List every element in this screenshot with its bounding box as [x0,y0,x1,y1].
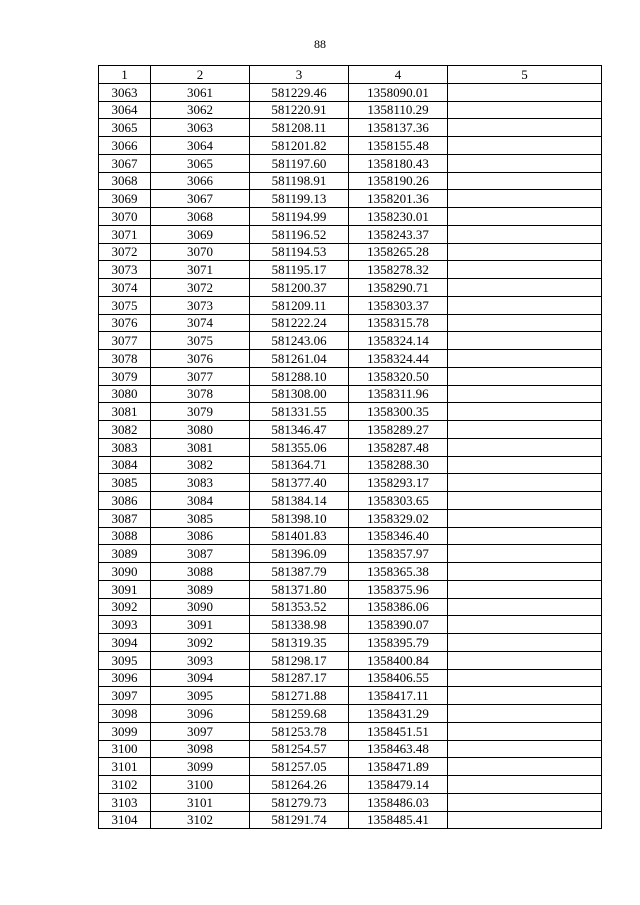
table-header-row [99,66,602,84]
table-row [99,261,602,279]
cell-y-coordinate: 1358320.50 [349,367,448,385]
cell-note [448,225,602,243]
cell-point-number: 3069 [99,190,151,208]
cell-y-coordinate: 1358431.29 [349,705,448,723]
cell-previous-point: 3069 [151,225,250,243]
cell-x-coordinate: 581197.60 [250,154,349,172]
cell-note [448,456,602,474]
cell-x-coordinate: 581387.79 [250,563,349,581]
cell-x-coordinate: 581271.88 [250,687,349,705]
cell-previous-point: 3061 [151,83,250,101]
cell-y-coordinate: 1358486.03 [349,793,448,811]
cell-note [448,563,602,581]
cell-previous-point: 3102 [151,811,250,829]
cell-x-coordinate: 581243.06 [250,332,349,350]
cell-previous-point: 3087 [151,545,250,563]
cell-previous-point: 3085 [151,509,250,527]
cell-point-number: 3094 [99,634,151,652]
cell-y-coordinate: 1358303.65 [349,492,448,510]
cell-y-coordinate: 1358485.41 [349,811,448,829]
cell-y-coordinate: 1358243.37 [349,225,448,243]
cell-point-number: 3075 [99,296,151,314]
cell-previous-point: 3084 [151,492,250,510]
cell-point-number: 3083 [99,438,151,456]
cell-x-coordinate: 581195.17 [250,261,349,279]
cell-y-coordinate: 1358479.14 [349,776,448,794]
table-row [99,687,602,705]
cell-x-coordinate: 581287.17 [250,669,349,687]
cell-x-coordinate: 581331.55 [250,403,349,421]
cell-point-number: 3091 [99,580,151,598]
cell-previous-point: 3065 [151,154,250,172]
cell-point-number: 3066 [99,137,151,155]
cell-point-number: 3099 [99,722,151,740]
cell-note [448,758,602,776]
page-number: 88 [314,37,326,51]
cell-y-coordinate: 1358375.96 [349,580,448,598]
table-row [99,580,602,598]
cell-x-coordinate: 581291.74 [250,811,349,829]
cell-point-number: 3078 [99,350,151,368]
cell-point-number: 3063 [99,83,151,101]
cell-x-coordinate: 581298.17 [250,651,349,669]
cell-previous-point: 3092 [151,634,250,652]
cell-previous-point: 3099 [151,758,250,776]
table-row [99,492,602,510]
cell-note [448,261,602,279]
table-row [99,669,602,687]
cell-y-coordinate: 1358390.07 [349,616,448,634]
cell-y-coordinate: 1358303.37 [349,296,448,314]
column-header-5: 5 [448,66,602,84]
cell-previous-point: 3081 [151,438,250,456]
cell-y-coordinate: 1358395.79 [349,634,448,652]
cell-point-number: 3084 [99,456,151,474]
cell-previous-point: 3067 [151,190,250,208]
cell-y-coordinate: 1358463.48 [349,740,448,758]
cell-previous-point: 3075 [151,332,250,350]
cell-x-coordinate: 581254.57 [250,740,349,758]
table-row [99,722,602,740]
table-row [99,243,602,261]
cell-previous-point: 3071 [151,261,250,279]
cell-note [448,172,602,190]
cell-previous-point: 3083 [151,474,250,492]
cell-x-coordinate: 581355.06 [250,438,349,456]
cell-note [448,793,602,811]
cell-y-coordinate: 1358324.14 [349,332,448,350]
table-body [99,83,602,829]
column-header-3: 3 [250,66,349,84]
table-row [99,385,602,403]
cell-previous-point: 3086 [151,527,250,545]
cell-x-coordinate: 581194.99 [250,208,349,226]
cell-note [448,687,602,705]
cell-y-coordinate: 1358451.51 [349,722,448,740]
cell-point-number: 3071 [99,225,151,243]
table-row [99,403,602,421]
cell-y-coordinate: 1358265.28 [349,243,448,261]
table-row [99,190,602,208]
cell-x-coordinate: 581200.37 [250,279,349,297]
cell-y-coordinate: 1358190.26 [349,172,448,190]
cell-previous-point: 3070 [151,243,250,261]
cell-note [448,669,602,687]
table-row [99,119,602,137]
cell-point-number: 3095 [99,651,151,669]
cell-note [448,705,602,723]
cell-previous-point: 3062 [151,101,250,119]
cell-note [448,208,602,226]
cell-x-coordinate: 581319.35 [250,634,349,652]
cell-note [448,634,602,652]
cell-x-coordinate: 581384.14 [250,492,349,510]
table-row [99,314,602,332]
table-row [99,208,602,226]
cell-note [448,527,602,545]
cell-previous-point: 3076 [151,350,250,368]
table-row [99,279,602,297]
cell-point-number: 3088 [99,527,151,545]
cell-y-coordinate: 1358315.78 [349,314,448,332]
cell-note [448,403,602,421]
cell-y-coordinate: 1358329.02 [349,509,448,527]
cell-previous-point: 3078 [151,385,250,403]
cell-y-coordinate: 1358324.44 [349,350,448,368]
cell-y-coordinate: 1358201.36 [349,190,448,208]
cell-note [448,598,602,616]
cell-point-number: 3067 [99,154,151,172]
cell-y-coordinate: 1358230.01 [349,208,448,226]
cell-previous-point: 3082 [151,456,250,474]
cell-y-coordinate: 1358289.27 [349,421,448,439]
cell-point-number: 3085 [99,474,151,492]
cell-point-number: 3064 [99,101,151,119]
table-row [99,421,602,439]
cell-note [448,740,602,758]
table-row [99,598,602,616]
cell-y-coordinate: 1358365.38 [349,563,448,581]
cell-note [448,83,602,101]
cell-y-coordinate: 1358406.55 [349,669,448,687]
cell-x-coordinate: 581288.10 [250,367,349,385]
cell-y-coordinate: 1358180.43 [349,154,448,172]
cell-x-coordinate: 581257.05 [250,758,349,776]
table-row [99,474,602,492]
cell-previous-point: 3100 [151,776,250,794]
cell-previous-point: 3074 [151,314,250,332]
table-row [99,83,602,101]
cell-previous-point: 3066 [151,172,250,190]
cell-previous-point: 3080 [151,421,250,439]
cell-note [448,492,602,510]
cell-x-coordinate: 581264.26 [250,776,349,794]
cell-previous-point: 3090 [151,598,250,616]
column-header-4: 4 [349,66,448,84]
table-row [99,350,602,368]
cell-y-coordinate: 1358110.29 [349,101,448,119]
cell-previous-point: 3098 [151,740,250,758]
table-row [99,758,602,776]
cell-point-number: 3100 [99,740,151,758]
cell-x-coordinate: 581346.47 [250,421,349,439]
cell-x-coordinate: 581279.73 [250,793,349,811]
table-row [99,634,602,652]
cell-previous-point: 3097 [151,722,250,740]
table-row [99,296,602,314]
cell-note [448,154,602,172]
cell-x-coordinate: 581371.80 [250,580,349,598]
cell-y-coordinate: 1358300.35 [349,403,448,421]
cell-note [448,474,602,492]
cell-previous-point: 3073 [151,296,250,314]
cell-y-coordinate: 1358417.11 [349,687,448,705]
cell-x-coordinate: 581199.13 [250,190,349,208]
cell-y-coordinate: 1358386.06 [349,598,448,616]
table-row [99,154,602,172]
cell-note [448,350,602,368]
cell-previous-point: 3093 [151,651,250,669]
table-row [99,367,602,385]
cell-x-coordinate: 581229.46 [250,83,349,101]
cell-previous-point: 3094 [151,669,250,687]
cell-previous-point: 3064 [151,137,250,155]
cell-note [448,776,602,794]
cell-x-coordinate: 581261.04 [250,350,349,368]
cell-previous-point: 3095 [151,687,250,705]
cell-note [448,314,602,332]
cell-previous-point: 3088 [151,563,250,581]
table-row [99,332,602,350]
cell-y-coordinate: 1358278.32 [349,261,448,279]
table-row [99,527,602,545]
cell-note [448,243,602,261]
cell-point-number: 3082 [99,421,151,439]
cell-point-number: 3072 [99,243,151,261]
table-row [99,616,602,634]
cell-point-number: 3081 [99,403,151,421]
column-header-1: 1 [99,66,151,84]
cell-previous-point: 3063 [151,119,250,137]
cell-point-number: 3103 [99,793,151,811]
cell-previous-point: 3072 [151,279,250,297]
cell-previous-point: 3091 [151,616,250,634]
cell-point-number: 3102 [99,776,151,794]
cell-point-number: 3074 [99,279,151,297]
table-row [99,705,602,723]
cell-note [448,137,602,155]
cell-note [448,385,602,403]
cell-x-coordinate: 581259.68 [250,705,349,723]
cell-note [448,279,602,297]
cell-point-number: 3070 [99,208,151,226]
table-row [99,545,602,563]
cell-note [448,296,602,314]
cell-note [448,332,602,350]
cell-previous-point: 3101 [151,793,250,811]
cell-x-coordinate: 581338.98 [250,616,349,634]
cell-x-coordinate: 581220.91 [250,101,349,119]
table-row [99,509,602,527]
cell-x-coordinate: 581364.71 [250,456,349,474]
cell-note [448,509,602,527]
cell-point-number: 3096 [99,669,151,687]
cell-previous-point: 3096 [151,705,250,723]
cell-x-coordinate: 581198.91 [250,172,349,190]
cell-note [448,616,602,634]
cell-y-coordinate: 1358357.97 [349,545,448,563]
cell-point-number: 3065 [99,119,151,137]
cell-note [448,367,602,385]
cell-x-coordinate: 581194.53 [250,243,349,261]
cell-note [448,119,602,137]
cell-x-coordinate: 581396.09 [250,545,349,563]
cell-x-coordinate: 581308.00 [250,385,349,403]
cell-point-number: 3080 [99,385,151,403]
cell-x-coordinate: 581377.40 [250,474,349,492]
table-row [99,225,602,243]
cell-point-number: 3079 [99,367,151,385]
cell-point-number: 3090 [99,563,151,581]
cell-x-coordinate: 581209.11 [250,296,349,314]
column-header-2: 2 [151,66,250,84]
cell-point-number: 3077 [99,332,151,350]
cell-point-number: 3093 [99,616,151,634]
cell-x-coordinate: 581401.83 [250,527,349,545]
cell-point-number: 3101 [99,758,151,776]
cell-y-coordinate: 1358471.89 [349,758,448,776]
cell-previous-point: 3068 [151,208,250,226]
table-row [99,101,602,119]
table-row [99,563,602,581]
cell-point-number: 3092 [99,598,151,616]
cell-x-coordinate: 581253.78 [250,722,349,740]
table-row [99,172,602,190]
cell-y-coordinate: 1358287.48 [349,438,448,456]
cell-y-coordinate: 1358288.30 [349,456,448,474]
cell-previous-point: 3089 [151,580,250,598]
cell-note [448,545,602,563]
cell-x-coordinate: 581196.52 [250,225,349,243]
cell-note [448,190,602,208]
cell-note [448,580,602,598]
cell-point-number: 3076 [99,314,151,332]
cell-x-coordinate: 581398.10 [250,509,349,527]
cell-note [448,438,602,456]
coordinates-table [98,65,602,829]
table-row [99,793,602,811]
cell-y-coordinate: 1358311.96 [349,385,448,403]
cell-y-coordinate: 1358290.71 [349,279,448,297]
table-row [99,456,602,474]
cell-previous-point: 3077 [151,367,250,385]
cell-x-coordinate: 581201.82 [250,137,349,155]
cell-note [448,651,602,669]
cell-x-coordinate: 581222.24 [250,314,349,332]
cell-x-coordinate: 581353.52 [250,598,349,616]
table-row [99,776,602,794]
cell-point-number: 3068 [99,172,151,190]
cell-y-coordinate: 1358137.36 [349,119,448,137]
table-row [99,740,602,758]
cell-note [448,421,602,439]
cell-point-number: 3098 [99,705,151,723]
table-row [99,438,602,456]
table-row [99,137,602,155]
cell-point-number: 3097 [99,687,151,705]
cell-point-number: 3086 [99,492,151,510]
cell-y-coordinate: 1358400.84 [349,651,448,669]
cell-note [448,811,602,829]
cell-y-coordinate: 1358346.40 [349,527,448,545]
cell-point-number: 3073 [99,261,151,279]
cell-previous-point: 3079 [151,403,250,421]
table-row [99,651,602,669]
table-row [99,811,602,829]
cell-point-number: 3089 [99,545,151,563]
cell-y-coordinate: 1358155.48 [349,137,448,155]
cell-y-coordinate: 1358293.17 [349,474,448,492]
cell-point-number: 3087 [99,509,151,527]
cell-point-number: 3104 [99,811,151,829]
cell-y-coordinate: 1358090.01 [349,83,448,101]
cell-note [448,101,602,119]
cell-note [448,722,602,740]
cell-x-coordinate: 581208.11 [250,119,349,137]
